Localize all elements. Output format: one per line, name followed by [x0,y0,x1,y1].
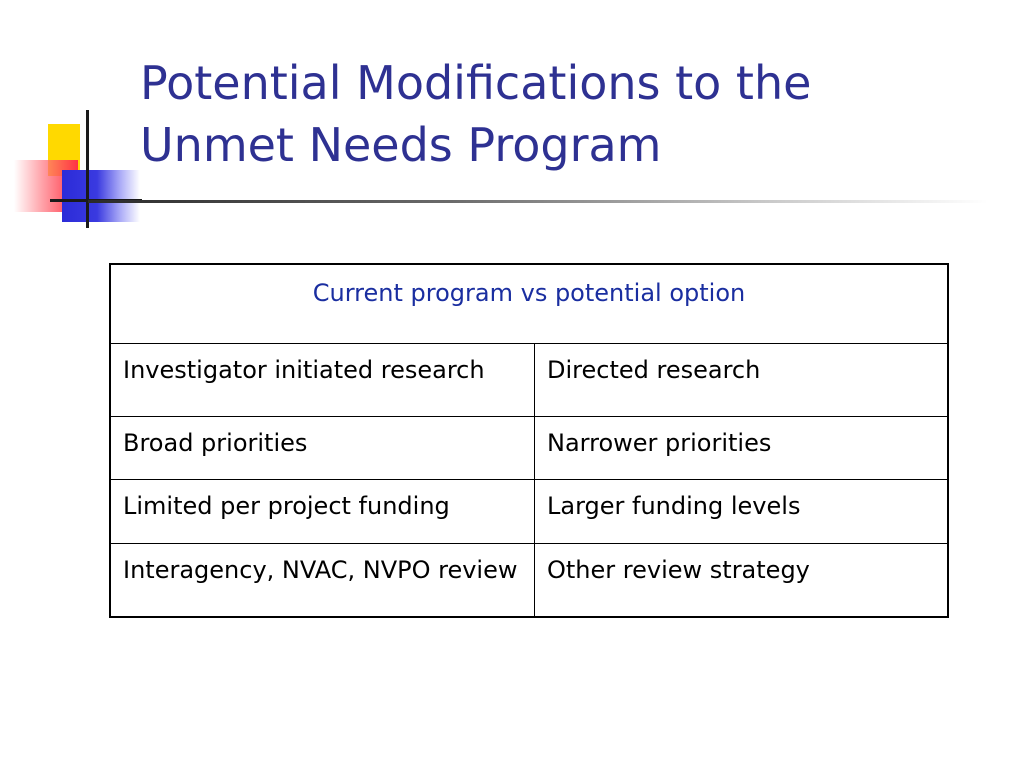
deco-vertical-line [86,110,89,228]
current-program-cell: Investigator initiated research [110,344,535,417]
current-program-cell: Limited per project funding [110,480,535,544]
table-header-cell: Current program vs potential option [110,264,948,344]
comparison-table [109,263,949,618]
page-title-line-1: Potential Modifications to the [140,56,812,110]
current-program-cell: Interagency, NVAC, NVPO review [110,544,535,617]
current-program-cell: Broad priorities [110,417,535,480]
page-title-line-2: Unmet Needs Program [140,118,662,172]
page-title [140,52,1000,176]
title-underline [88,200,988,203]
table-header-row [110,264,948,344]
potential-option-cell: Directed research [535,344,949,417]
potential-option-cell: Narrower priorities [535,417,949,480]
potential-option-cell: Larger funding levels [535,480,949,544]
deco-blue-square [62,170,140,222]
table-row [110,480,948,544]
table-row [110,417,948,480]
table-row [110,544,948,617]
table-row [110,344,948,417]
potential-option-cell: Other review strategy [535,544,949,617]
